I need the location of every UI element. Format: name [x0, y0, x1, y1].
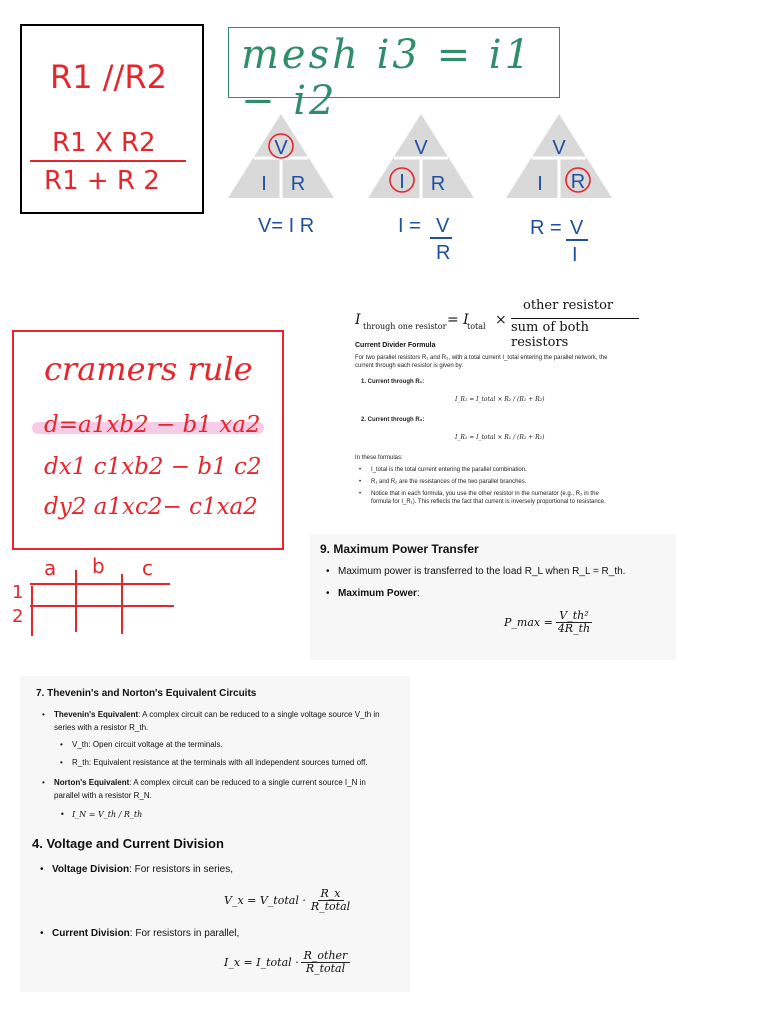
- parallel-numerator: R1 X R2: [52, 128, 156, 158]
- thevenin-sub-1: • V_th: Open circuit voltage at the terminals.: [72, 740, 223, 749]
- maxpower-bullet-2-rest: :: [416, 588, 420, 599]
- fraction-bar: [30, 160, 186, 162]
- tri3-formula: R =: [530, 217, 562, 239]
- voltage-current-division-panel: [20, 832, 410, 992]
- ohm-triangle-i: [368, 114, 474, 264]
- cramer-title: cramers rule: [44, 350, 253, 388]
- divider-formula2: I_R₂ = I_total × R₁ / (R₁ + R₂): [455, 434, 545, 441]
- parallel-resistance-note: [20, 24, 204, 214]
- voltage-division-den: R_total: [310, 900, 351, 914]
- parallel-denominator: R1 + R 2: [44, 166, 160, 196]
- big-mid-sub: total: [467, 322, 486, 331]
- maxpower-lhs: P_max =: [504, 616, 553, 630]
- divider-bullet-2: • R₁ and R₂ are the resistances of the two parallel branches.: [371, 478, 615, 486]
- tri2-num: V: [436, 215, 450, 237]
- tri3-left: I: [537, 173, 543, 195]
- current-division-num: R_other: [301, 950, 351, 963]
- tri2-top: V: [414, 137, 428, 159]
- divider-heading: Current Divider Formula: [355, 342, 436, 349]
- norton-label: Norton's Equivalent: [54, 778, 130, 787]
- voltage-division-text: : For resistors in series,: [129, 864, 233, 875]
- divider-item1: 1. Current through R₁:: [361, 379, 425, 385]
- mesh-equation: mesh i3 = i1 − i2: [241, 32, 534, 124]
- current-division-label: Current Division: [52, 928, 130, 939]
- big-mid: = I: [447, 312, 469, 328]
- tri2-formula: I =: [398, 215, 421, 237]
- matrix-grid-sketch: [10, 554, 180, 640]
- voltage-division-bullet: [52, 864, 233, 875]
- current-division-lhs: I_x = I_total ·: [224, 956, 299, 970]
- ohm-triangle-v: [228, 114, 334, 237]
- divider-note-head: In these formulas:: [355, 455, 403, 461]
- ohms-law-triangles: [226, 112, 618, 272]
- big-lhs: I: [355, 312, 361, 328]
- tri3-den: I: [572, 244, 578, 266]
- grid-row-1: 1: [12, 582, 24, 603]
- maxpower-bullet-2-label: Maximum Power: [338, 588, 417, 599]
- current-division-bullet: [52, 928, 239, 939]
- maxpower-formula: [504, 610, 595, 635]
- divider-item2: 2. Current through R₂:: [361, 417, 425, 423]
- grid-col-b: b: [92, 554, 105, 578]
- divider-formula1: I_R₁ = I_total × R₂ / (R₁ + R₂): [455, 396, 545, 403]
- grid-col-a: a: [44, 556, 57, 580]
- voltage-division-label: Voltage Division: [52, 864, 130, 875]
- division-heading: 4. Voltage and Current Division: [32, 836, 224, 851]
- grid-row-2: 2: [12, 606, 24, 627]
- thevenin-label: Thevenin's Equivalent: [54, 710, 139, 719]
- maxpower-bullet-1: • Maximum power is transferred to the load R_L when R_L = R_th.: [338, 566, 625, 577]
- norton-sub-1: • I_N = V_th / R_th: [72, 810, 142, 819]
- thevenin-bullet: [54, 708, 384, 734]
- tri1-right: R: [290, 173, 306, 195]
- current-divider-panel: [345, 298, 615, 518]
- ohm-triangle-r: [506, 114, 612, 266]
- thevenin-sub-2: • R_th: Equivalent resistance at the terminals with all independent sources turned off.: [72, 758, 368, 767]
- voltage-division-lhs: V_x = V_total ·: [224, 894, 306, 908]
- tri3-num: V: [570, 217, 584, 239]
- thevenin-text: : A complex circuit can be reduced to a single voltage source V_th in series with a resistor R_th.: [54, 710, 380, 732]
- norton-bullet: [54, 776, 384, 802]
- divider-bullet-3: • Notice that in each formula, you use the other resistor in the numerator (e.g., R₂ in the formula for I_R₁). This reflects the fact that current is inversely proportional to resistance.: [371, 490, 615, 506]
- parallel-title: R1 //R2: [50, 58, 167, 96]
- grid-lines: [10, 560, 180, 640]
- voltage-division-formula: [224, 888, 355, 913]
- current-division-den: R_total: [305, 962, 346, 976]
- tri2-left: I: [399, 171, 405, 193]
- cramers-rule-note: [12, 330, 284, 550]
- cramer-dx: dx1 c1xb2 − b1 c2: [44, 454, 262, 480]
- big-times: ×: [495, 312, 507, 328]
- tri2-right: R: [430, 173, 446, 195]
- tri3-top: V: [552, 137, 566, 159]
- tri3-right: R: [570, 171, 586, 193]
- cramer-dy: dy2 a1xc2− c1xa2: [44, 494, 258, 520]
- big-lhs-sub: through one resistor: [363, 322, 447, 331]
- tri1-top: V: [274, 137, 288, 159]
- divider-intro: For two parallel resistors R₁ and R₂, with a total current I_total entering the parallel network, the current through each resistor is given by:: [355, 355, 608, 369]
- maxpower-num: V_th²: [556, 610, 591, 623]
- thevenin-norton-panel: [20, 676, 410, 832]
- maxpower-heading: 9. Maximum Power Transfer: [320, 542, 479, 556]
- big-den: sum of both resistors: [511, 320, 590, 350]
- mesh-note: [228, 27, 560, 124]
- divider-bullet-1: • I_total is the total current entering the parallel combination.: [371, 466, 615, 474]
- current-division-formula: [224, 950, 352, 975]
- tri2-den: R: [436, 242, 451, 264]
- tri1-formula: V= I R: [258, 215, 315, 237]
- voltage-division-num: R_x: [318, 888, 344, 901]
- current-division-text: : For resistors in parallel,: [129, 928, 240, 939]
- tri1-left: I: [261, 173, 267, 195]
- thevenin-heading: 7. Thevenin's and Norton's Equivalent Circuits: [36, 688, 257, 699]
- norton-text: : A complex circuit can be reduced to a single current source I_N in parallel with a resistor R_N.: [54, 778, 366, 800]
- grid-col-c: c: [142, 556, 153, 580]
- big-num: other resistor: [523, 298, 614, 313]
- maxpower-den: 4R_th: [557, 622, 591, 636]
- maximum-power-panel: [310, 534, 676, 660]
- cramer-d: d=a1xb2 − b1 xa2: [44, 412, 261, 438]
- maxpower-bullet-2: [338, 588, 420, 599]
